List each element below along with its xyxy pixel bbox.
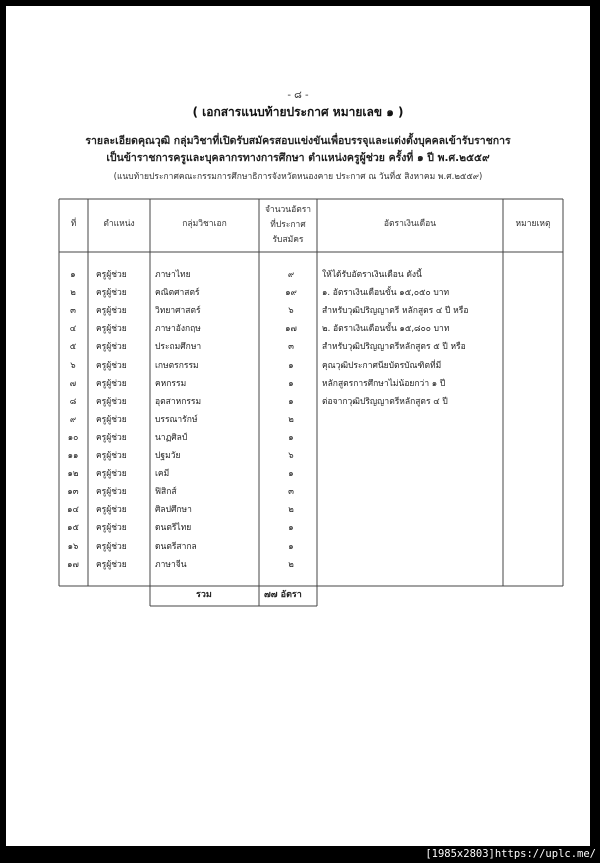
row-number: ๕ (69, 342, 77, 352)
header-major: กลุ่มวิชาเอก (182, 219, 227, 229)
row-count: ๖ (288, 306, 294, 316)
row-number: ๘ (69, 397, 77, 407)
document-title: ( เอกสารแนบท้ายประกาศ หมายเลข ๑ ) (192, 105, 404, 119)
row-count: ๑๗ (285, 324, 297, 334)
row-major: อุตสาหกรรม (155, 397, 202, 407)
heading-line-1: รายละเอียดคุณวุฒิ กลุ่มวิชาที่เปิดรับสมัครสอบแข่งขันเพื่อบรรจุและแต่งตั้งบุคคลเข้ารับราชการ (85, 135, 511, 147)
table-grid (6, 6, 590, 846)
row-major: วิทยาศาสตร์ (155, 306, 201, 316)
row-number: ๑๖ (67, 542, 79, 552)
salary-line: สำหรับวุฒิปริญญาตรีหลักสูตร ๕ ปี หรือ (322, 342, 466, 352)
row-number: ๓ (70, 306, 76, 316)
row-major: ภาษาไทย (155, 270, 191, 280)
salary-line: ต่อจากวุฒิปริญญาตรีหลักสูตร ๔ ปี (322, 397, 448, 407)
salary-line: สำหรับวุฒิปริญญาตรี หลักสูตร ๔ ปี หรือ (322, 306, 469, 316)
row-number: ๙ (69, 415, 77, 425)
row-number: ๑๗ (67, 560, 79, 570)
salary-line: หลักสูตรการศึกษาไม่น้อยกว่า ๑ ปี (322, 379, 446, 389)
row-major: เกษตรกรรม (155, 361, 199, 371)
row-count: ๒ (288, 505, 294, 515)
header-position: ตำแหน่ง (103, 219, 135, 229)
row-major: ภาษาจีน (155, 560, 187, 570)
row-major: บรรณารักษ์ (155, 415, 198, 425)
row-position: ครูผู้ช่วย (96, 270, 127, 280)
salary-line: คุณวุฒิประกาศนียบัตรบัณฑิตที่มี (322, 361, 442, 371)
row-position: ครูผู้ช่วย (96, 342, 127, 352)
row-number: ๒ (70, 288, 76, 298)
row-count: ๑ (288, 397, 294, 407)
salary-line: ๑. อัตราเงินเดือนขั้น ๑๕,๐๕๐ บาท (322, 288, 450, 298)
row-count: ๑ (288, 469, 294, 479)
row-count: ๑ (288, 361, 294, 371)
total-label: รวม (196, 590, 212, 600)
row-position: ครูผู้ช่วย (96, 361, 127, 371)
row-position: ครูผู้ช่วย (96, 433, 127, 443)
row-position: ครูผู้ช่วย (96, 324, 127, 334)
header-salary: อัตราเงินเดือน (383, 219, 437, 229)
source-footer: [1985x2803]https://uplc.me/ (421, 846, 600, 863)
row-number: ๑๐ (67, 433, 79, 443)
row-number: ๔ (69, 324, 77, 334)
salary-line: ให้ได้รับอัตราเงินเดือน ดังนี้ (322, 270, 422, 280)
row-major: ดนตรีสากล (155, 542, 197, 552)
row-number: ๑๑ (67, 451, 79, 461)
row-major: ดนตรีไทย (155, 523, 192, 533)
total-value: ๗๗ อัตรา (264, 590, 302, 600)
row-position: ครูผู้ช่วย (96, 487, 127, 497)
row-count: ๑ (288, 542, 294, 552)
row-major: คหกรรม (155, 379, 187, 389)
row-count: ๑ (288, 523, 294, 533)
header-count-line-1: จำนวนอัตรา (264, 205, 312, 215)
heading-line-3: (แนบท้ายประกาศคณะกรรมการศึกษาธิการจังหวัดหนองคาย ประกาศ ณ วันที่๕ สิงหาคม พ.ศ.๒๕๕๙) (113, 172, 483, 182)
row-position: ครูผู้ช่วย (96, 505, 127, 515)
row-count: ๑๙ (285, 288, 297, 298)
row-major: ภาษาอังกฤษ (155, 324, 201, 334)
row-major: นาฏศิลป์ (155, 433, 188, 443)
row-count: ๑ (288, 379, 294, 389)
salary-line: ๒. อัตราเงินเดือนขั้น ๑๕,๘๐๐ บาท (322, 324, 450, 334)
row-count: ๒ (288, 415, 294, 425)
row-number: ๑๔ (67, 505, 79, 515)
row-position: ครูผู้ช่วย (96, 523, 127, 533)
row-position: ครูผู้ช่วย (96, 415, 127, 425)
row-major: ฟิสิกส์ (155, 487, 177, 497)
row-position: ครูผู้ช่วย (96, 542, 127, 552)
document-page (6, 6, 590, 846)
row-count: ๖ (288, 451, 294, 461)
header-count-line-3: รับสมัคร (272, 235, 304, 245)
row-number: ๑๓ (67, 487, 79, 497)
row-position: ครูผู้ช่วย (96, 288, 127, 298)
heading-line-2: เป็นข้าราชการครูและบุคลากรทางการศึกษา ตำแหน่งครูผู้ช่วย ครั้งที่ ๑ ปี พ.ศ.๒๕๕๙ (106, 152, 490, 164)
page-number: - ๘ - (287, 90, 309, 101)
row-count: ๒ (288, 560, 294, 570)
row-count: ๓ (288, 342, 294, 352)
row-major: ประถมศึกษา (155, 342, 202, 352)
row-major: ศิลปศึกษา (155, 505, 192, 515)
row-position: ครูผู้ช่วย (96, 306, 127, 316)
row-number: ๖ (70, 361, 76, 371)
row-number: ๑๕ (67, 523, 79, 533)
row-major: คณิตศาสตร์ (155, 288, 200, 298)
header-remark: หมายเหตุ (515, 219, 551, 229)
header-count-line-2: ที่ประกาศ (270, 220, 306, 230)
row-position: ครูผู้ช่วย (96, 451, 127, 461)
row-position: ครูผู้ช่วย (96, 379, 127, 389)
row-count: ๓ (288, 487, 294, 497)
row-count: ๑ (288, 433, 294, 443)
row-major: ปฐมวัย (155, 451, 181, 461)
row-number: ๑๒ (67, 469, 79, 479)
row-position: ครูผู้ช่วย (96, 560, 127, 570)
row-count: ๙ (287, 270, 295, 280)
row-position: ครูผู้ช่วย (96, 469, 127, 479)
row-major: เคมี (155, 469, 170, 479)
header-no: ที่ (70, 219, 77, 229)
row-number: ๗ (69, 379, 77, 389)
row-number: ๑ (70, 270, 76, 280)
row-position: ครูผู้ช่วย (96, 397, 127, 407)
